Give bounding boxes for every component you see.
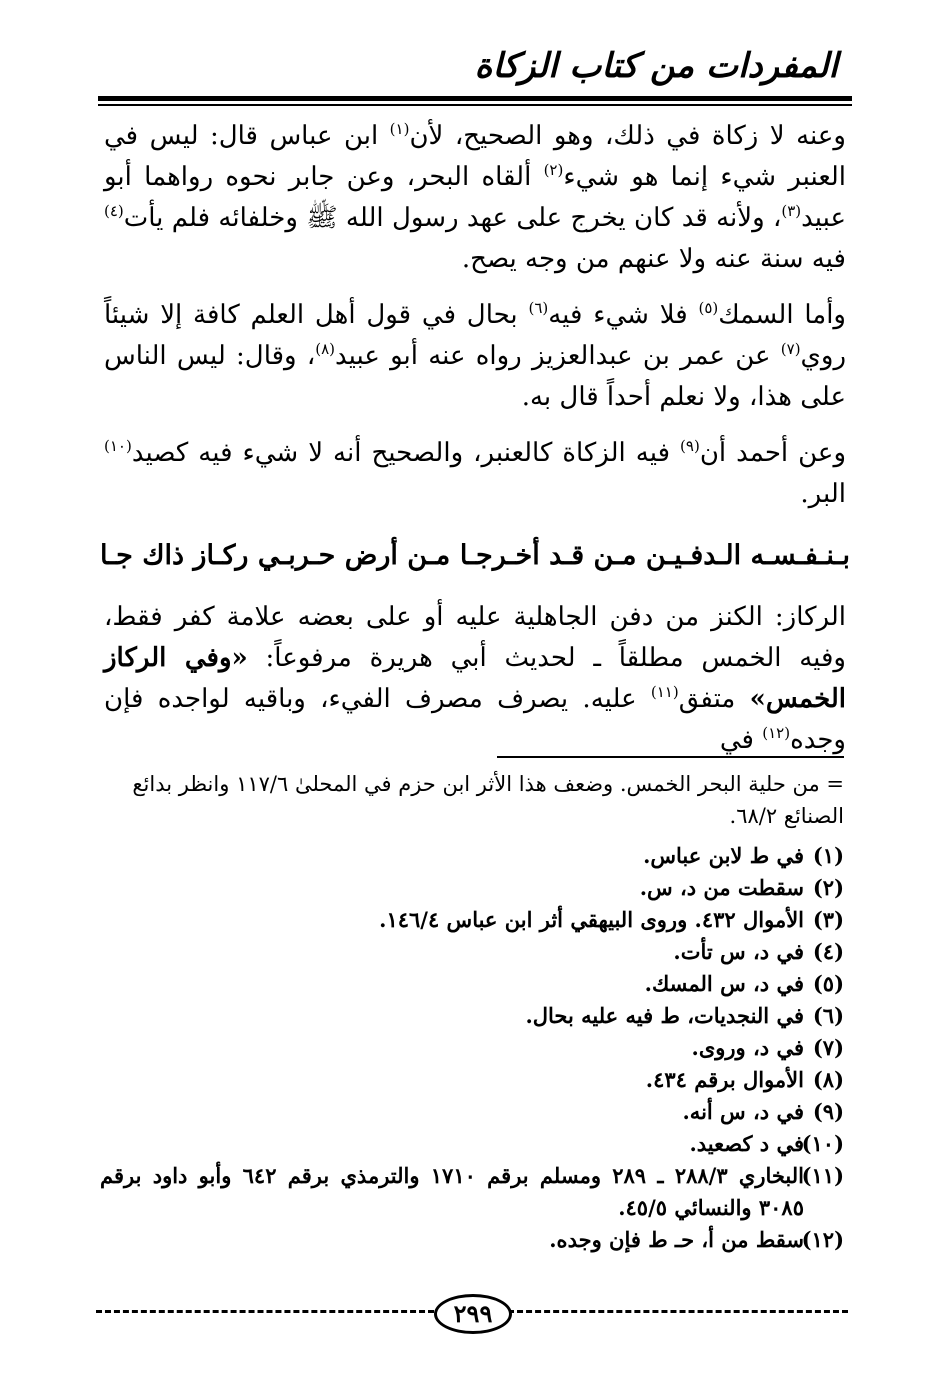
footnote-text: في ط لابن عباس. (643, 843, 804, 868)
text-run: ، وقال: ليس الناس على هذا، ولا نعلم أحداً قال به. (104, 341, 846, 412)
footnote-number: (١٢) (801, 1227, 844, 1252)
header-rule-thin (98, 104, 852, 106)
text-run: فيه سنة عنه ولا عنهم من وجه يصح. (461, 244, 846, 274)
footnote-text: الأموال برقم ٤٣٤. (645, 1067, 804, 1092)
paragraph-ahmad (104, 433, 846, 515)
footnote-ref[interactable]: (١) (389, 120, 410, 138)
footnote-number: (٩) (812, 1099, 844, 1124)
footnote-text: في د، س تأت. (673, 939, 804, 964)
footnote-text: البخاري ٢٨٨/٣ ـ ٢٨٩ ومسلم برقم ١٧١٠ والترمذي برقم ٦٤٢ وأبو داود برقم ٣٠٨٥ والنسائي ٤٥/٥. (100, 1163, 804, 1220)
footnote-list (100, 840, 844, 1256)
footnote-number: (١٠) (801, 1131, 844, 1156)
footnote-ref[interactable]: (٣) (781, 202, 802, 220)
footnote-number: (١١) (801, 1163, 844, 1188)
footnote-item (100, 872, 844, 904)
footnote-ref[interactable]: (١٢) (762, 724, 791, 742)
footer-dashed-rule-left (96, 1310, 434, 1313)
text-run: بحال في قول أهل العلم كافة إلا شيئاً روي (104, 300, 847, 371)
footnote-ref[interactable]: (٩) (680, 437, 700, 455)
footnote-item (100, 1032, 844, 1064)
footnote-ref[interactable]: (٧) (780, 340, 801, 358)
text-run: الركاز: الكنز من دفن الجاهلية عليه أو على بعضه علامة كفر فقط، وفيه الخمس مطلقاً ـ لحديث أبي هريرة مرفوعاً: (104, 602, 846, 673)
footnote-ref[interactable]: (٤) (104, 202, 124, 220)
hadith-quote: «وفي الركاز الخمس» (104, 643, 846, 714)
footnote-ref[interactable]: (١١) (650, 683, 679, 701)
footnote-item (100, 1000, 844, 1032)
footnote-text: في د، وروى. (691, 1035, 804, 1060)
footnote-separator (497, 756, 844, 758)
text-run: فلا شيء فيه (548, 300, 699, 330)
footnote-item (100, 1064, 844, 1096)
footnote-item (100, 1224, 844, 1256)
footnote-ref[interactable]: (٢) (543, 161, 564, 179)
footnote-number: (٦) (812, 1003, 844, 1028)
footnote-text: سقط من أ، حـ ط فإن وجده. (549, 1227, 804, 1252)
footnote-item (100, 1160, 844, 1224)
footnote-number: (٥) (812, 971, 844, 996)
footnote-item (100, 904, 844, 936)
text-run: ، ولأنه قد كان يخرج على عهد رسول الله ﷺ وخلفائه فلم يأت (123, 203, 782, 233)
footnote-item (100, 840, 844, 872)
footnote-item (100, 968, 844, 1000)
paragraph-fish (104, 295, 846, 418)
footer-dashed-rule-right (508, 1310, 848, 1313)
verse-first-hemistich: بـنـفـسـه الـدفـيـن مـن قـد أخـرجـا (459, 540, 850, 571)
text-run: البر. (800, 479, 846, 509)
footnote-text: في د، س أنه. (682, 1099, 804, 1124)
footnote-text: سقطت من د، س. (639, 875, 804, 900)
poem-verse (100, 534, 850, 578)
paragraph-ambergris (104, 116, 846, 280)
page-footer (96, 1292, 848, 1332)
text-run: في (719, 725, 763, 755)
footnote-item (100, 1096, 844, 1128)
verse-second-hemistich: مـن أرض حـربـي ركـاز ذاك جـا (100, 540, 451, 571)
footnote-continuation: = من حلية البحر الخمس. وضعف هذا الأثر ابن حزم في المحلىٰ ١١٧/٦ وانظر بدائع الصنائع ٦٨/٢. (132, 772, 844, 828)
footnote-number: (٤) (812, 939, 844, 964)
footnote-number: (٧) (812, 1035, 844, 1060)
text-run: فيه الزكاة كالعنبر، والصحيح أنه لا شيء فيه كصيد (131, 438, 681, 468)
page-number: ٢٩٩ (434, 1294, 512, 1334)
running-header-title: المفردات من كتاب الزكاة (474, 46, 838, 86)
footnote-number: (٢) (812, 875, 844, 900)
footnote-text: في د، س المسك. (644, 971, 804, 996)
footnote-text: في د كصعيد. (689, 1131, 804, 1156)
header-rule-thick (98, 96, 852, 101)
footnote-ref[interactable]: (٥) (698, 299, 719, 317)
text-run: متفق (678, 684, 750, 714)
footnote-text: في النجديات، ط فيه عليه بحال. (525, 1003, 804, 1028)
footnote-number: (٨) (812, 1067, 844, 1092)
footnote-text: الأموال ٤٣٢. وروى البيهقي أثر ابن عباس ١٤٦/٤. (379, 907, 804, 932)
text-run: ابن عباس قال: ليس في العنبر شيء إنما هو شيء (104, 121, 847, 192)
footnote-ref[interactable]: (٦) (528, 299, 549, 317)
text-run: ألقاه البحر، وعن جابر نحوه رواهما أبو عبيد (104, 162, 846, 233)
footnote-ref[interactable]: (١٠) (104, 437, 132, 455)
text-run: وعنه لا زكاة في ذلك، وهو الصحيح، لأن (409, 121, 846, 151)
footnote-item (100, 936, 844, 968)
text-run: وأما السمك (718, 300, 846, 330)
text-run: عليه. يصرف مصرف الفيء، وباقيه لواجده فإن وجده (104, 684, 846, 755)
footnote-number: (٣) (812, 907, 844, 932)
text-run: عن عمر بن عبدالعزيز رواه عنه أبو عبيد (335, 341, 781, 371)
footnote-ref[interactable]: (٨) (315, 340, 336, 358)
text-run: وعن أحمد أن (699, 438, 847, 468)
footnote-item (100, 1128, 844, 1160)
paragraph-rikaz (104, 597, 846, 761)
footnote-number: (١) (812, 843, 844, 868)
